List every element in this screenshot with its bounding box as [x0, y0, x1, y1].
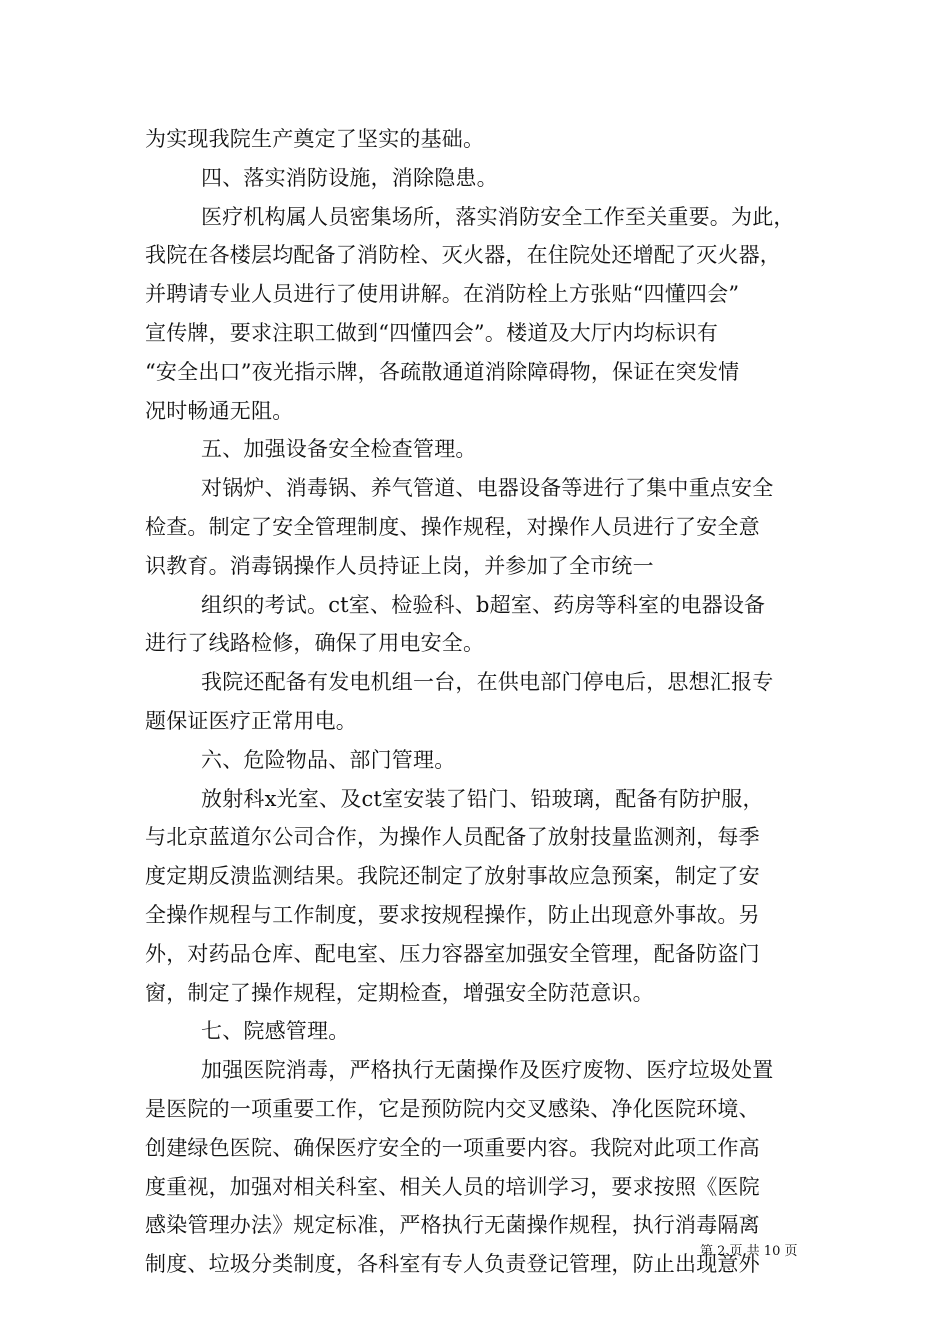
text-line: 放射科x光室、及ct室安装了铅门、铅玻璃，配备有防护服， [201, 786, 764, 811]
page-footer: 第 2 页 共 10 页 [700, 1244, 798, 1259]
text-line: 组织的考试。ct室、检验科、b超室、药房等科室的电器设备 [201, 592, 766, 617]
text-line: 五、加强设备安全检查管理。 [201, 437, 477, 462]
text-line: “安全出口”夜光指示牌，各疏散通道消除障碍物，保证在突发情 [145, 359, 740, 384]
text-line: 我院还配备有发电机组一台，在供电部门停电后，思想汇报专 [201, 670, 774, 695]
text-line: 加强医院消毒，严格执行无菌操作及医疗废物、医疗垃圾处置 [201, 1058, 774, 1083]
text-line: 外，对药品仓库、配电室、压力容器室加强安全管理，配备防盗门 [145, 941, 760, 966]
text-line: 窗，制定了操作规程，定期检查，增强安全防范意识。 [145, 980, 654, 1005]
text-line: 对锅炉、消毒锅、养气管道、电器设备等进行了集中重点安全 [201, 476, 774, 501]
text-line: 并聘请专业人员进行了使用讲解。在消防栓上方张贴“四懂四会” [145, 282, 740, 307]
text-line: 题保证医疗正常用电。 [145, 708, 357, 733]
text-line: 度重视，加强对相关科室、相关人员的培训学习，要求按照《医院 [145, 1174, 760, 1199]
text-line: 进行了线路检修，确保了用电安全。 [145, 631, 485, 656]
text-line: 为实现我院生产奠定了坚实的基础。 [145, 127, 485, 151]
text-line: 我院在各楼层均配备了消防栓、灭火器，在住院处还增配了灭火器， [145, 243, 781, 268]
text-line: 况时畅通无阻。 [145, 398, 294, 423]
text-line: 识教育。消毒锅操作人员持证上岗，并参加了全市统一 [145, 553, 654, 578]
text-line: 七、院感管理。 [201, 1019, 350, 1044]
text-line: 医疗机构属人员密集场所，落实消防安全工作至关重要。为此， [201, 204, 795, 229]
text-line: 宣传牌，要求注职工做到“四懂四会”。楼道及大厅内均标识有 [145, 320, 719, 345]
text-line: 四、落实消防设施，消除隐患。 [201, 165, 498, 190]
document-body [145, 120, 825, 1284]
text-line: 度定期反溃监测结果。我院还制定了放射事故应急预案，制定了安 [145, 864, 760, 889]
text-line: 感染管理办法》规定标准，严格执行无菌操作规程，执行消毒隔离 [145, 1213, 760, 1238]
text-line: 创建绿色医院、确保医疗安全的一项重要内容。我院对此项工作高 [145, 1135, 760, 1160]
text-line: 六、危险物品、部门管理。 [201, 747, 456, 772]
text-line: 全操作规程与工作制度，要求按规程操作，防止出现意外事故。另 [145, 902, 760, 927]
text-line: 与北京蓝道尔公司合作，为操作人员配备了放射技量监测剂，每季 [145, 825, 760, 850]
text-line: 制度、垃圾分类制度，各科室有专人负责登记管理，防止出现意外 [145, 1252, 760, 1277]
text-line: 是医院的一项重要工作，它是预防院内交叉感染、净化医院环境、 [145, 1096, 760, 1121]
text-line: 检查。制定了安全管理制度、操作规程，对操作人员进行了安全意 [145, 514, 760, 539]
